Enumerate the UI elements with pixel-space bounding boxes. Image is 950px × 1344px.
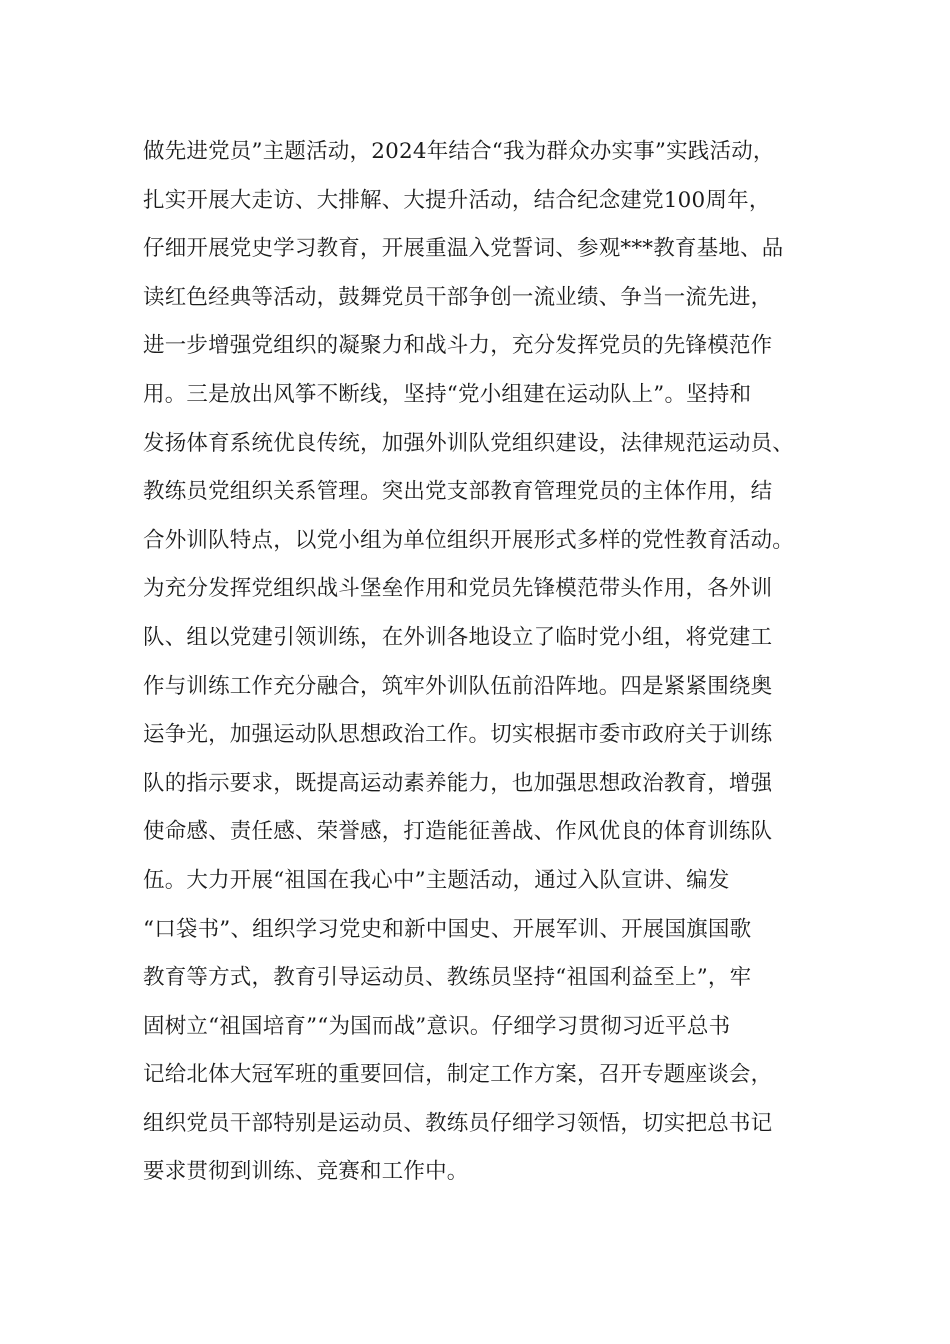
text-line-11: 队、组以党建引领训练，在外训各地设立了临时党小组，将党建工 (143, 624, 773, 650)
text-line-21: 组织党员干部特别是运动员、教练员仔细学习领悟，切实把总书记 (143, 1110, 773, 1136)
text-line-9: 合外训队特点，以党小组为单位组织开展形式多样的党性教育活动。 (143, 527, 795, 553)
text-line-1: 做先进党员”主题活动，2024年结合“我为群众办实事”实践活动， (143, 139, 775, 164)
text-line-15: 使命感、责任感、荣誉感，打造能征善战、作风优良的体育训练队 (143, 819, 773, 845)
text-line-4: 读红色经典等活动，鼓舞党员干部争创一流业绩、争当一流先进， (143, 284, 773, 310)
text-line-13: 运争光，加强运动队思想政治工作。切实根据市委市政府关于训练 (143, 722, 773, 748)
body-paragraph (143, 128, 833, 1197)
text-line-5: 进一步增强党组织的凝聚力和战斗力，充分发挥党员的先锋模范作 (143, 333, 773, 359)
text-line-20: 记给北体大冠军班的重要回信，制定工作方案，召开专题座谈会， (143, 1062, 773, 1088)
text-line-14: 队的指示要求，既提高运动素养能力，也加强思想政治教育，增强 (143, 770, 773, 796)
text-line-17: “口袋书”、组织学习党史和新中国史、开展军训、开展国旗国歌 (143, 916, 752, 942)
text-line-16: 伍。大力开展“祖国在我心中”主题活动，通过入队宣讲、编发 (143, 867, 730, 893)
text-line-7: 发扬体育系统优良传统，加强外训队党组织建设，法律规范运动员、 (143, 430, 795, 456)
text-line-3: 仔细开展党史学习教育，开展重温入党誓词、参观***教育基地、品 (143, 236, 784, 262)
text-line-8: 教练员党组织关系管理。突出党支部教育管理党员的主体作用，结 (143, 479, 773, 505)
text-line-10: 为充分发挥党组织战斗堡垒作用和党员先锋模范带头作用，各外训 (143, 576, 773, 602)
text-line-18: 教育等方式，教育引导运动员、教练员坚持“祖国利益至上”，牢 (143, 965, 752, 991)
text-line-12: 作与训练工作充分融合，筑牢外训队伍前沿阵地。四是紧紧围绕奥 (143, 673, 773, 699)
text-line-19: 固树立“祖国培育”“为国而战”意识。仔细学习贯彻习近平总书 (143, 1013, 731, 1039)
text-line-6: 用。三是放出风筝不断线，坚持“党小组建在运动队上”。坚持和 (143, 381, 752, 407)
text-line-2: 扎实开展大走访、大排解、大提升活动，结合纪念建党100周年， (143, 187, 771, 213)
text-line-22: 要求贯彻到训练、竞赛和工作中。 (143, 1159, 469, 1185)
